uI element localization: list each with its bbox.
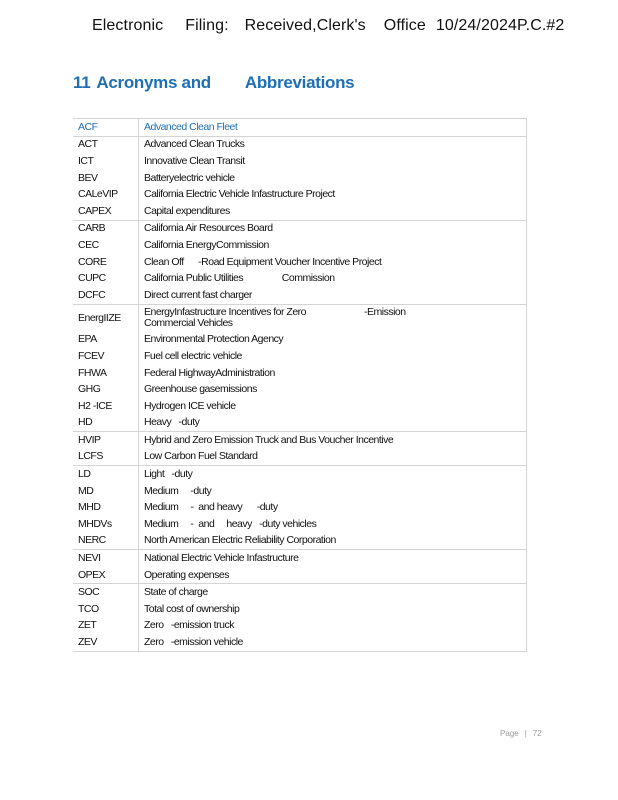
header-word: Received,Clerk's (244, 17, 366, 34)
table-row (73, 533, 527, 550)
acronym-cell: ZET (73, 618, 139, 635)
definition-cell: Hydrogen ICE vehicle (144, 399, 236, 412)
page-label: Page (500, 729, 519, 738)
table-row (73, 618, 527, 635)
definition-cell: EnergyInfastructure Incentives for Zero -Emission Commercial Vehicles (139, 304, 527, 332)
header-word: Filing: (185, 17, 229, 34)
definition-cell: Capital expenditures (144, 204, 230, 217)
table-row (73, 432, 527, 449)
table-row (73, 186, 527, 203)
table-row (73, 567, 527, 584)
acronym-cell: MHD (73, 499, 139, 516)
definition-cell: California Air Resources Board (139, 220, 527, 237)
table-row (73, 601, 527, 618)
acronym-cell: EPA (73, 332, 139, 349)
section-number: 11 (73, 73, 91, 92)
acronym-cell: NERC (73, 533, 139, 550)
table-row (73, 550, 527, 567)
table-row (73, 170, 527, 187)
acronym-cell: NEVI (73, 550, 139, 567)
acronym-cell: ZEV (73, 634, 139, 651)
acronym-cell: HD (73, 415, 139, 432)
table-row (73, 466, 527, 483)
table-row (73, 237, 527, 254)
acronym-cell: LCFS (73, 449, 139, 466)
definition-cell: Environmental Protection Agency (144, 333, 284, 346)
definition-cell: Total cost of ownership (144, 602, 240, 615)
acronym-cell: FHWA (73, 365, 139, 382)
page-footer (500, 729, 542, 738)
acronym-cell: HVIP (73, 432, 139, 449)
table-row (73, 449, 527, 466)
table-row (73, 254, 527, 271)
definition-cell: Light -duty (139, 466, 527, 483)
definition-cell: Advanced Clean Trucks (139, 136, 527, 153)
acronym-cell: CARB (73, 220, 139, 237)
acronym-cell: BEV (73, 170, 139, 187)
table-row (73, 381, 527, 398)
acronym-cell: CORE (73, 254, 139, 271)
table-row (73, 348, 527, 365)
acronym-cell: ICT (73, 153, 139, 170)
table-row (73, 270, 527, 287)
acronym-cell: CEC (73, 237, 139, 254)
footer-separator: | (524, 729, 527, 738)
table-row (73, 220, 527, 237)
acronym-cell: ACF (73, 119, 139, 137)
definition-cell: California EnergyCommission (144, 238, 269, 251)
table-row (73, 584, 527, 601)
definition-cell: National Electric Vehicle Infastructure (139, 550, 527, 567)
definition-cell: North American Electric Reliability Corporation (144, 534, 336, 547)
header-word: 10/24/2024P.C.#2 (435, 17, 565, 34)
definition-cell: California Public Utilities Commission (144, 272, 335, 285)
acronym-cell: MD (73, 483, 139, 500)
definition-cell: Heavy -duty (144, 416, 200, 429)
table-header-row (73, 119, 527, 137)
filing-stamp-header (92, 17, 564, 35)
table-row (73, 304, 527, 332)
definition-cell: State of charge (139, 584, 527, 601)
table-row (73, 516, 527, 533)
header-word: Office (383, 17, 426, 34)
table-row (73, 332, 527, 349)
definition-cell: Advanced Clean Fleet (139, 119, 527, 137)
definition-cell: California Electric Vehicle Infastructure Project (144, 188, 335, 201)
acronym-cell: CUPC (73, 270, 139, 287)
acronym-cell: SOC (73, 584, 139, 601)
definition-cell: Operating expenses (144, 568, 229, 581)
table-row (73, 136, 527, 153)
acronym-cell: OPEX (73, 567, 139, 584)
definition-cell: Clean Off -Road Equipment Voucher Incentive Project (144, 255, 382, 268)
acronym-cell: H2 -ICE (73, 398, 139, 415)
acronym-cell: CALeVIP (73, 186, 139, 203)
table-row (73, 499, 527, 516)
acronym-cell: TCO (73, 601, 139, 618)
definition-cell: Zero -emission truck (144, 619, 234, 632)
definition-cell: Federal HighwayAdministration (144, 366, 275, 379)
section-title (73, 73, 354, 93)
acronym-cell: CAPEX (73, 203, 139, 220)
table-row (73, 287, 527, 304)
definition-cell: Fuel cell electric vehicle (144, 349, 242, 362)
acronym-cell: LD (73, 466, 139, 483)
definition-cell: Low Carbon Fuel Standard (144, 450, 258, 463)
table-row (73, 634, 527, 651)
definition-cell: Hybrid and Zero Emission Truck and Bus Voucher Incentive (139, 432, 527, 449)
definition-cell: Medium -duty (144, 484, 212, 497)
section-title-part1: Acronyms and (96, 73, 211, 92)
header-word: Electronic (92, 17, 164, 34)
acronym-cell: DCFC (73, 287, 139, 304)
definition-cell: Zero -emission vehicle (139, 634, 527, 651)
definition-cell: Batteryelectric vehicle (144, 171, 235, 184)
table-row (73, 398, 527, 415)
table-row (73, 365, 527, 382)
table-row (73, 203, 527, 220)
section-title-part2: Abbreviations (244, 73, 355, 92)
acronym-cell: FCEV (73, 348, 139, 365)
definition-cell: Medium - and heavy -duty vehicles (144, 517, 317, 530)
definition-cell: Medium - and heavy -duty (144, 501, 278, 514)
acronym-cell: EnergIIZE (73, 304, 139, 332)
acronym-cell: MHDVs (73, 516, 139, 533)
acronym-cell: ACT (73, 136, 139, 153)
definition-cell: Greenhouse gasemissions (144, 383, 257, 396)
definition-cell: Innovative Clean Transit (144, 154, 245, 167)
page-number: 72 (532, 729, 542, 738)
table-row (73, 483, 527, 500)
table-row (73, 153, 527, 170)
acronyms-table (73, 118, 527, 652)
acronym-cell: GHG (73, 381, 139, 398)
table-row (73, 415, 527, 432)
definition-cell: Direct current fast charger (144, 288, 252, 301)
